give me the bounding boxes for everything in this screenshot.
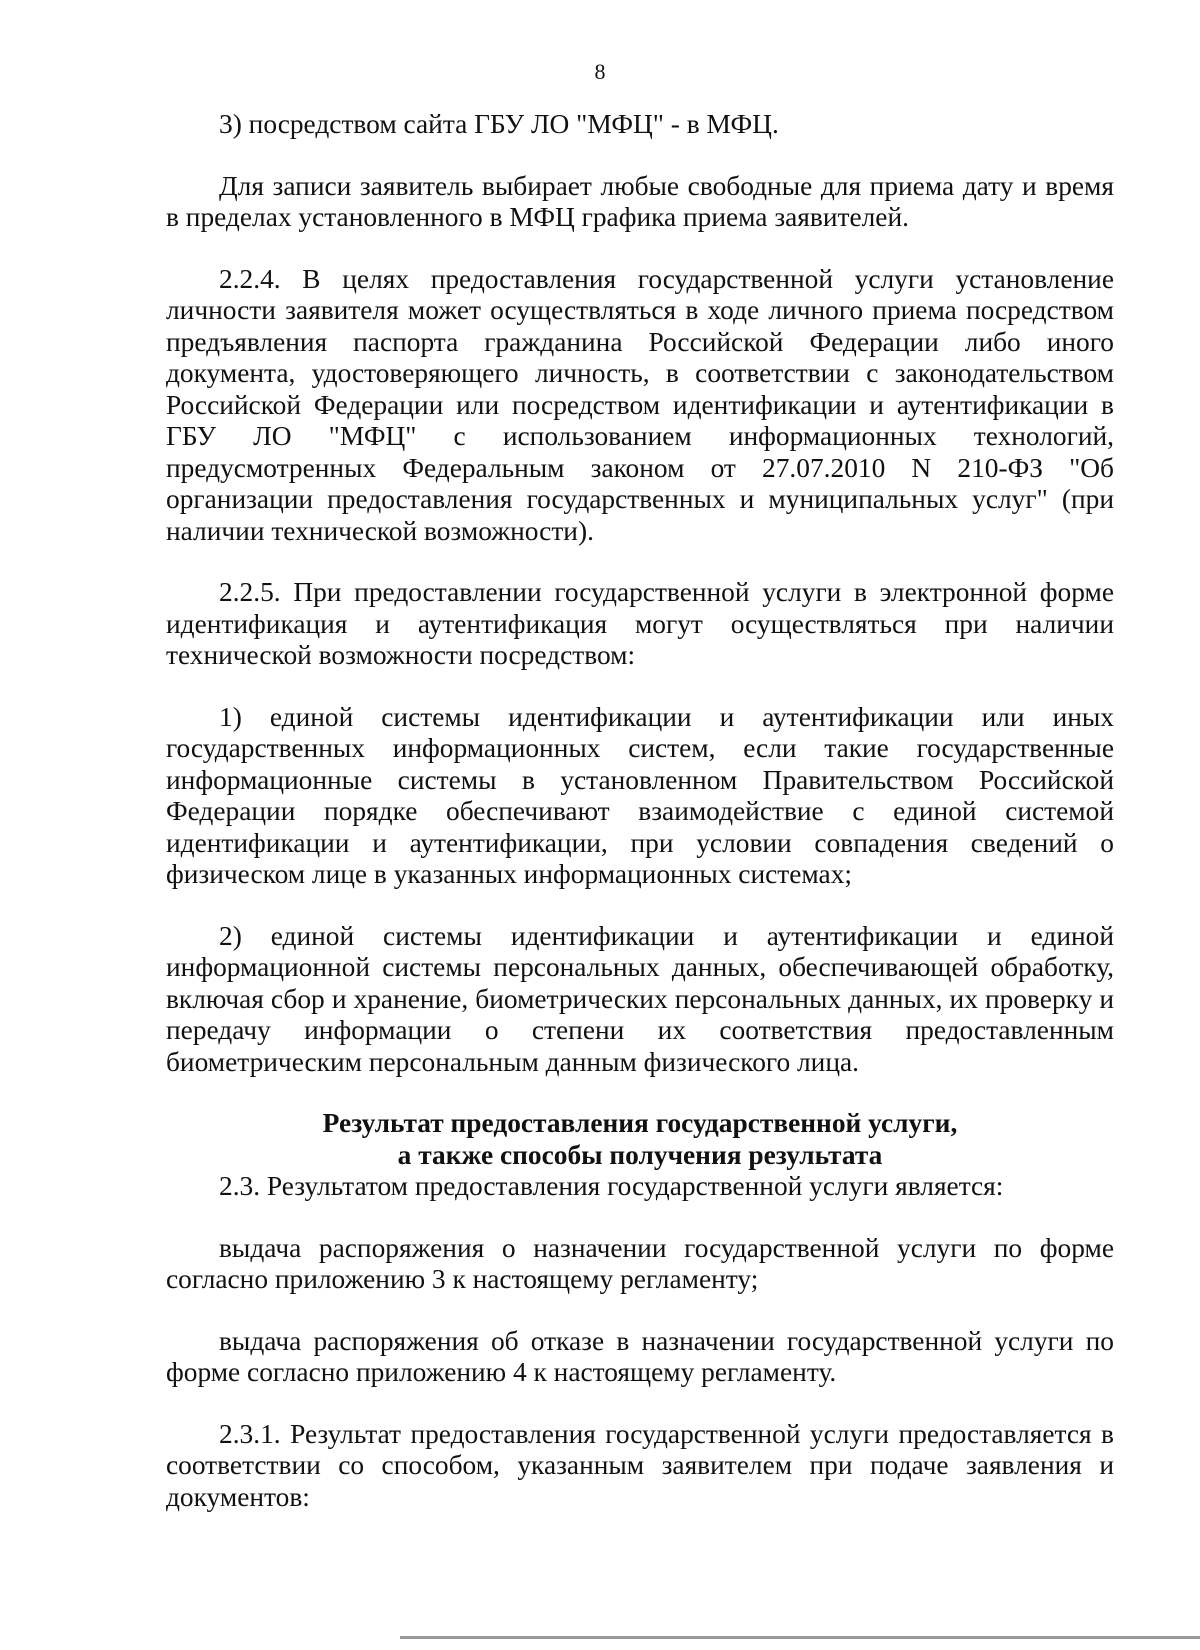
- section-heading-line-2: а также способы получения результата: [397, 1139, 883, 1170]
- list-item-1: 1) единой системы идентификации и аутентификации или иных государственных информационных систем, если такие государственные информационные системы в установленном Правительством Российской Федерации порядке обеспечивают взаимодействие с единой системой идентификации и аутентификации, при условии совпадения сведений о физическом лице в указанных информационных системах;: [166, 701, 1114, 889]
- paragraph-2-3-1: 2.3.1. Результат предоставления государственной услуги предоставляется в соответствии со способом, указанным заявителем при подаче заявления и документов:: [166, 1418, 1114, 1512]
- page-number: 8: [594, 59, 606, 84]
- paragraph-appointment: Для записи заявитель выбирает любые свободные для приема дату и время в пределах установленного в МФЦ графика приема заявителей.: [166, 170, 1114, 232]
- paragraph-2-3: 2.3. Результатом предоставления государственной услуги является:: [219, 1171, 1004, 1201]
- paragraph-2-2-5: 2.2.5. При предоставлении государственной услуги в электронной форме идентификация и аутентификация могут осуществляться при наличии технической возможности посредством:: [166, 577, 1114, 670]
- section-heading-line-1: Результат предоставления государственной услуги,: [322, 1108, 958, 1138]
- scan-edge-line: [400, 1636, 1200, 1639]
- list-item-2: 2) единой системы идентификации и аутентификации и единой информационной системы персональных данных, обеспечивающей обработку, включая сбор и хранение, биометрических персональных данных, их проверку и передачу информации о степени их соответствия предоставленным биометрическим персональным данным физического лица.: [166, 920, 1114, 1077]
- document-body: [166, 109, 1114, 1513]
- paragraph-result-refusal: выдача распоряжения об отказе в назначении государственной услуги по форме согласно приложению 4 к настоящему регламенту.: [166, 1325, 1114, 1387]
- paragraph-mfc-site: 3) посредством сайта ГБУ ЛО "МФЦ" - в МФЦ.: [219, 109, 779, 139]
- paragraph-result-grant: выдача распоряжения о назначении государственной услуги по форме согласно приложению 3 к настоящему регламенту;: [166, 1232, 1114, 1294]
- section-heading: [166, 1108, 1114, 1171]
- paragraph-2-2-4: 2.2.4. В целях предоставления государственной услуги установление личности заявителя может осуществляться в ходе личного приема посредством предъявления паспорта гражданина Российской Федерации либо иного документа, удостоверяющего личность, в соответствии с законодательством Российской Федерации или посредством идентификации и аутентификации в ГБУ ЛО "МФЦ" с использованием информационных технологий, предусмотренных Федеральным законом от 27.07.2010 N 210-ФЗ "Об организации предоставления государственных и муниципальных услуг" (при наличии технической возможности).: [166, 263, 1114, 546]
